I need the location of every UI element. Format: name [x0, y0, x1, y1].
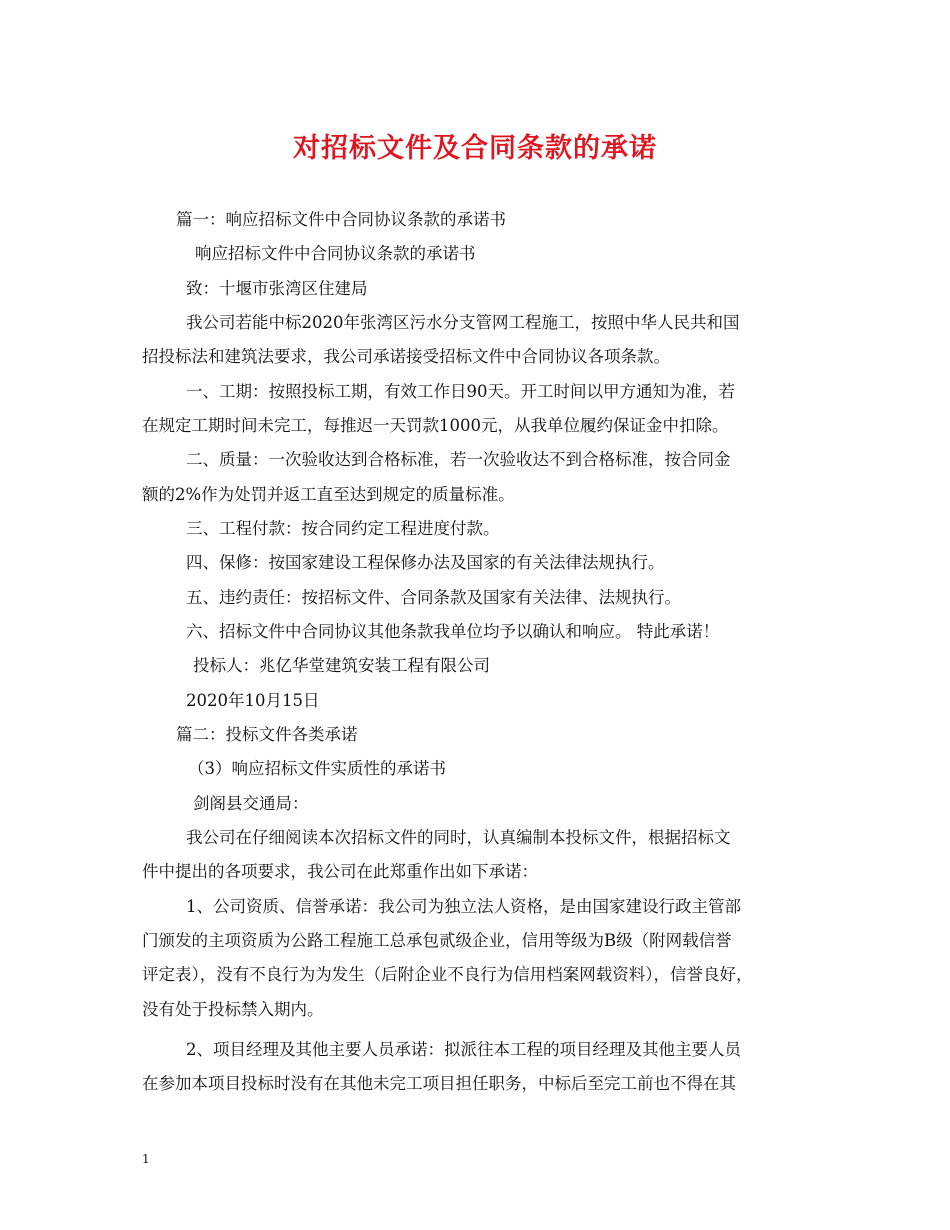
text-line: 四、保修：按国家建设工程保修办法及国家的有关法律法规执行。 [186, 553, 665, 572]
text-line: 2020年10月15日 [186, 691, 320, 710]
text-line: 门颁发的主项资质为公路工程施工总承包贰级企业，信用等级为B级（附网载信誉 [142, 931, 732, 950]
text-line: 一、工期：按照投标工期，有效工作日90天。开工时间以甲方通知为准，若 [186, 382, 735, 401]
text-line: 在规定工期时间未完工，每推迟一天罚款1000元，从我单位履约保证金中扣除。 [142, 416, 729, 435]
text-line: 没有处于投标禁入期内。 [142, 1000, 324, 1019]
text-line: 评定表），没有不良行为为发生（后附企业不良行为信用档案网载资料），信誉良好， [142, 965, 753, 984]
text-line: 致：十堰市张湾区住建局 [186, 279, 368, 298]
text-line: 1、公司资质、信誉承诺：我公司为独立法人资格，是由国家建设行政主管部 [186, 897, 741, 916]
text-line: 件中提出的各项要求，我公司在此郑重作出如下承诺： [142, 862, 538, 881]
text-line: 投标人：兆亿华堂建筑安装工程有限公司 [193, 656, 490, 675]
text-line: 我公司在仔细阅读本次招标文件的同时，认真编制本投标文件，根据招标文 [186, 828, 731, 847]
text-line: （3）响应招标文件实质性的承诺书 [188, 759, 446, 778]
text-line: 剑阁县交通局： [193, 794, 309, 813]
text-line: 六、招标文件中合同协议其他条款我单位均予以确认和响应。 特此承诺！ [186, 622, 720, 641]
text-line: 响应招标文件中合同协议条款的承诺书 [195, 244, 476, 263]
page-number: 1 [142, 1152, 150, 1166]
text-line: 额的2%作为处罚并返工直至达到规定的质量标准。 [142, 485, 515, 504]
text-line: 篇二：投标文件各类承诺 [176, 725, 358, 744]
text-line: 五、违约责任：按招标文件、合同条款及国家有关法律、法规执行。 [186, 588, 681, 607]
document-title: 对招标文件及合同条款的承诺 [293, 133, 657, 164]
text-line: 篇一：响应招标文件中合同协议条款的承诺书 [176, 210, 506, 229]
text-line: 招投标法和建筑法要求，我公司承诺接受招标文件中合同协议各项条款。 [142, 347, 670, 366]
text-line: 在参加本项目投标时没有在其他未完工项目担任职务，中标后至完工前也不得在其 [142, 1074, 736, 1093]
text-line: 三、工程付款：按合同约定工程进度付款。 [186, 519, 500, 538]
text-line: 我公司若能中标2020年张湾区污水分支管网工程施工，按照中华人民共和国 [186, 313, 740, 332]
text-line: 二、质量：一次验收达到合格标准，若一次验收达不到合格标准，按合同金 [186, 450, 731, 469]
text-line: 2、项目经理及其他主要人员承诺：拟派往本工程的项目经理及其他主要人员 [186, 1040, 741, 1059]
